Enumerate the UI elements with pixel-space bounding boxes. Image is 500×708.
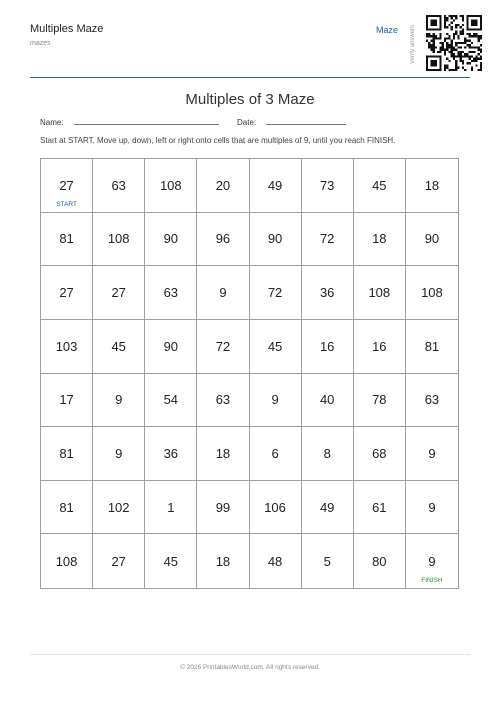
maze-cell-value: 63 bbox=[424, 392, 440, 408]
maze-cell[interactable] bbox=[302, 374, 354, 428]
site-title: Multiples Maze bbox=[30, 23, 104, 35]
maze-cell[interactable] bbox=[250, 320, 302, 374]
maze-cell[interactable] bbox=[41, 427, 93, 481]
maze-cell[interactable] bbox=[406, 427, 458, 481]
maze-cell[interactable] bbox=[406, 374, 458, 428]
maze-cell[interactable] bbox=[41, 320, 93, 374]
maze-cell-value: 78 bbox=[372, 392, 387, 408]
maze-cell[interactable] bbox=[354, 427, 406, 481]
verify-answers-label: Verify answers bbox=[410, 24, 416, 64]
maze-cell[interactable] bbox=[302, 159, 354, 213]
maze-cell-value: 45 bbox=[372, 177, 387, 193]
maze-grid bbox=[40, 158, 459, 589]
maze-cell[interactable] bbox=[354, 213, 406, 267]
maze-cell-value: 9 bbox=[271, 392, 279, 408]
maze-cell[interactable] bbox=[93, 320, 145, 374]
maze-cell[interactable] bbox=[41, 159, 93, 213]
page-header bbox=[30, 0, 470, 78]
maze-cell-value: 90 bbox=[267, 231, 283, 247]
maze-cell-value: 45 bbox=[163, 553, 179, 569]
maze-cell[interactable] bbox=[302, 213, 354, 267]
maze-cell[interactable] bbox=[302, 266, 354, 320]
maze-cell[interactable] bbox=[406, 266, 458, 320]
maze-cell-value: 68 bbox=[372, 445, 387, 461]
maze-cell[interactable] bbox=[250, 374, 302, 428]
maze-cell[interactable] bbox=[406, 534, 458, 588]
maze-cell-value: 72 bbox=[267, 285, 283, 301]
maze-cell-value: 9 bbox=[428, 553, 436, 569]
maze-cell[interactable] bbox=[145, 320, 197, 374]
maze-cell[interactable] bbox=[41, 374, 93, 428]
instructions: Start at START. Move up, down, left or right onto cells that are multiples of 9, until you reach FINISH. bbox=[40, 136, 396, 145]
maze-cell[interactable] bbox=[250, 481, 302, 535]
maze-cell-value: 108 bbox=[368, 285, 391, 301]
maze-cell-value: 106 bbox=[264, 499, 286, 515]
maze-cell-value: 90 bbox=[163, 338, 179, 354]
maze-cell-value: 27 bbox=[59, 177, 74, 193]
maze-cell[interactable] bbox=[197, 534, 249, 588]
maze-cell-value: 27 bbox=[59, 285, 74, 301]
maze-cell[interactable] bbox=[93, 534, 145, 588]
maze-cell[interactable] bbox=[250, 427, 302, 481]
start-label: START bbox=[56, 200, 77, 208]
maze-cell-value: 5 bbox=[323, 553, 331, 569]
maze-cell[interactable] bbox=[145, 213, 197, 267]
maze-cell-value: 73 bbox=[319, 177, 335, 193]
maze-cell[interactable] bbox=[406, 481, 458, 535]
site-subtitle: mazes bbox=[30, 40, 51, 47]
maze-cell[interactable] bbox=[197, 159, 249, 213]
maze-cell-value: 27 bbox=[111, 285, 126, 301]
maze-cell[interactable] bbox=[406, 159, 458, 213]
maze-cell[interactable] bbox=[197, 374, 249, 428]
maze-cell[interactable] bbox=[145, 374, 197, 428]
maze-cell-value: 81 bbox=[59, 499, 74, 515]
maze-cell-value: 81 bbox=[59, 445, 74, 461]
maze-cell[interactable] bbox=[93, 159, 145, 213]
maze-cell[interactable] bbox=[302, 320, 354, 374]
maze-cell[interactable] bbox=[406, 213, 458, 267]
maze-cell[interactable] bbox=[197, 213, 249, 267]
maze-cell-value: 45 bbox=[267, 338, 283, 354]
maze-cell-value: 18 bbox=[424, 177, 440, 193]
maze-cell-value: 49 bbox=[319, 499, 335, 515]
maze-cell-value: 9 bbox=[428, 445, 436, 461]
maze-cell[interactable] bbox=[145, 481, 197, 535]
maze-cell-value: 9 bbox=[428, 499, 436, 515]
maze-cell-value: 81 bbox=[59, 231, 74, 247]
maze-cell-value: 6 bbox=[271, 445, 279, 461]
maze-cell[interactable] bbox=[354, 481, 406, 535]
maze-cell-value: 16 bbox=[372, 338, 387, 354]
name-date-fields bbox=[40, 116, 346, 127]
date-field[interactable] bbox=[266, 116, 346, 125]
footer-divider bbox=[30, 654, 470, 655]
maze-cell[interactable] bbox=[354, 320, 406, 374]
worksheet-title: Multiples of 3 Maze bbox=[185, 91, 315, 108]
maze-cell[interactable] bbox=[93, 427, 145, 481]
maze-cell[interactable] bbox=[93, 481, 145, 535]
maze-cell[interactable] bbox=[93, 374, 145, 428]
maze-cell-value: 36 bbox=[319, 285, 335, 301]
maze-cell[interactable] bbox=[302, 427, 354, 481]
maze-cell-value: 18 bbox=[372, 231, 387, 247]
maze-cell-value: 61 bbox=[372, 499, 387, 515]
maze-cell[interactable] bbox=[250, 534, 302, 588]
maze-cell-value: 27 bbox=[111, 553, 126, 569]
maze-cell-value: 103 bbox=[55, 338, 78, 354]
footer-copyright: © 2026 PrintablesWorld.com. All rights reserved. bbox=[180, 664, 320, 671]
maze-cell[interactable] bbox=[41, 266, 93, 320]
maze-cell[interactable] bbox=[93, 266, 145, 320]
maze-cell-value: 108 bbox=[107, 231, 130, 247]
maze-cell[interactable] bbox=[250, 213, 302, 267]
maze-cell[interactable] bbox=[250, 159, 302, 213]
maze-cell[interactable] bbox=[145, 266, 197, 320]
maze-cell[interactable] bbox=[145, 534, 197, 588]
qr-code-icon[interactable] bbox=[426, 15, 482, 71]
maze-cell[interactable] bbox=[145, 427, 197, 481]
maze-cell-value: 9 bbox=[219, 285, 227, 301]
maze-cell-value: 45 bbox=[111, 338, 126, 354]
maze-cell[interactable] bbox=[354, 374, 406, 428]
maze-cell-value: 81 bbox=[424, 338, 440, 354]
maze-cell[interactable] bbox=[41, 213, 93, 267]
category-link[interactable]: Maze bbox=[376, 25, 399, 35]
header-divider bbox=[30, 77, 470, 78]
maze-cell-value: 9 bbox=[115, 445, 123, 461]
maze-cell-value: 40 bbox=[319, 392, 335, 408]
maze-cell[interactable] bbox=[250, 266, 302, 320]
finish-label: FINISH bbox=[421, 577, 443, 584]
maze-cell-value: 54 bbox=[163, 392, 179, 408]
maze-cell-value: 99 bbox=[215, 499, 231, 515]
maze-cell[interactable] bbox=[406, 320, 458, 374]
maze-cell-value: 80 bbox=[372, 553, 387, 569]
maze-cell-value: 90 bbox=[163, 231, 179, 247]
maze-cell-value: 102 bbox=[107, 499, 130, 515]
maze-cell-value: 48 bbox=[267, 553, 283, 569]
date-label: Date: bbox=[237, 118, 257, 127]
maze-cell-value: 17 bbox=[59, 392, 74, 408]
maze-cell-value: 49 bbox=[267, 177, 283, 193]
maze-cell[interactable] bbox=[302, 481, 354, 535]
maze-cell[interactable] bbox=[354, 534, 406, 588]
maze-cell[interactable] bbox=[197, 427, 249, 481]
maze-cell-value: 9 bbox=[115, 392, 123, 408]
maze-cell[interactable] bbox=[197, 481, 249, 535]
maze-cell-value: 108 bbox=[421, 285, 443, 301]
maze-cell[interactable] bbox=[145, 159, 197, 213]
maze-cell[interactable] bbox=[197, 320, 249, 374]
maze-cell-value: 63 bbox=[111, 177, 126, 193]
maze-cell-value: 108 bbox=[55, 553, 78, 569]
maze-cell-value: 63 bbox=[215, 392, 231, 408]
maze-cell[interactable] bbox=[197, 266, 249, 320]
maze-cell-value: 36 bbox=[163, 445, 179, 461]
maze-cell-value: 8 bbox=[323, 445, 331, 461]
maze-cell-value: 72 bbox=[319, 231, 335, 247]
maze-cell-value: 96 bbox=[215, 231, 231, 247]
maze-cell-value: 108 bbox=[159, 177, 182, 193]
name-label: Name: bbox=[40, 118, 64, 127]
maze-cell-value: 18 bbox=[215, 553, 231, 569]
maze-cell[interactable] bbox=[93, 213, 145, 267]
maze-cell[interactable] bbox=[354, 266, 406, 320]
maze-cell-value: 72 bbox=[215, 338, 231, 354]
maze-cell[interactable] bbox=[302, 534, 354, 588]
maze-cell-value: 16 bbox=[319, 338, 335, 354]
maze-cell-value: 63 bbox=[163, 285, 179, 301]
name-field[interactable] bbox=[74, 116, 219, 125]
maze-cell[interactable] bbox=[41, 534, 93, 588]
maze-cell-value: 1 bbox=[167, 499, 175, 515]
maze-cell-value: 20 bbox=[215, 177, 231, 193]
maze-cell[interactable] bbox=[41, 481, 93, 535]
maze-cell[interactable] bbox=[354, 159, 406, 213]
maze-cell-value: 18 bbox=[215, 445, 231, 461]
maze-cell-value: 90 bbox=[424, 231, 440, 247]
